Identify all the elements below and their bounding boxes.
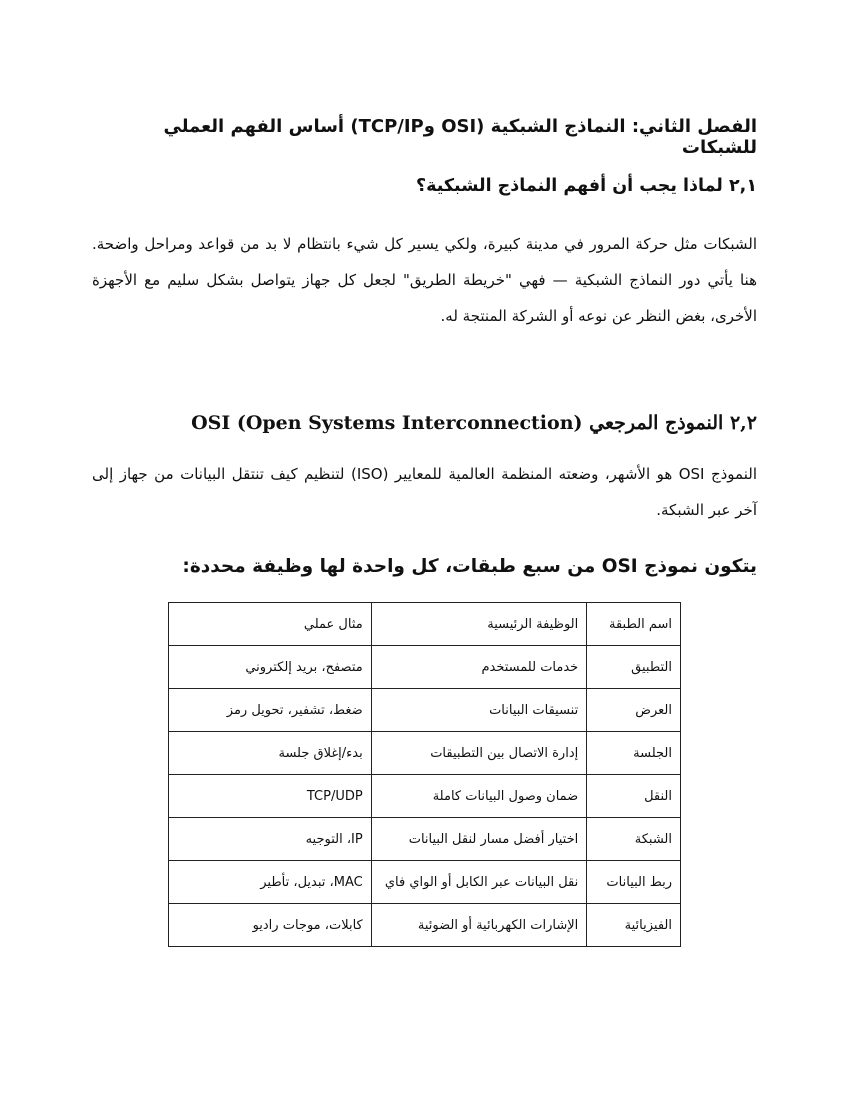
osi-layers-table: [168, 602, 681, 947]
section-paragraph-osi-model: [92, 456, 757, 528]
section-paragraph-why-models: [92, 226, 757, 334]
table-intro-heading: يتكون نموذج OSI من سبع طبقات، كل واحدة لها وظيفة محددة:: [182, 556, 757, 577]
example-cell: ضغط، تشفير، تحويل رمز: [169, 689, 372, 732]
paragraph-text: النموذج OSI هو الأشهر، وضعته المنظمة العالمية للمعايير (ISO) لتنظيم كيف تنتقل البيانات من جهاز إلى آخر عبر الشبكة.: [92, 465, 757, 519]
example-cell: بدء/إغلاق جلسة: [169, 732, 372, 775]
table-row: [169, 689, 681, 732]
example-cell: كابلات، موجات راديو: [169, 904, 372, 947]
table-header-row: [169, 603, 681, 646]
table-row: [169, 732, 681, 775]
header-cell-layer-name: اسم الطبقة: [587, 603, 681, 646]
function-cell: الإشارات الكهربائية أو الضوئية: [371, 904, 587, 947]
layer-name-cell: الشبكة: [587, 818, 681, 861]
table-row: [169, 818, 681, 861]
paragraph-text: الشبكات مثل حركة المرور في مدينة كبيرة، ولكي يسير كل شيء بانتظام لا بد من قواعد ومراحل واضحة. هنا يأتي دور النماذج الشبكية — فهي "خريطة الطريق" لجعل كل جهاز يتواصل بشكل سليم مع الأجهزة الأخرى، بغض النظر عن نوعه أو الشركة المنتجة له.: [92, 235, 757, 325]
function-cell: تنسيقات البيانات: [371, 689, 587, 732]
section-heading-osi-model: ٢,٢ النموذج المرجعي OSI (Open Systems Interconnection): [191, 412, 757, 434]
layer-name-cell: ربط البيانات: [587, 861, 681, 904]
section-heading-why-models: ٢,١ لماذا يجب أن أفهم النماذج الشبكية؟: [415, 176, 757, 196]
example-cell: IP، التوجيه: [169, 818, 372, 861]
example-cell: متصفح، بريد إلكتروني: [169, 646, 372, 689]
table-row: [169, 861, 681, 904]
function-cell: إدارة الاتصال بين التطبيقات: [371, 732, 587, 775]
layer-name-cell: التطبيق: [587, 646, 681, 689]
table-row: [169, 646, 681, 689]
function-cell: نقل البيانات عبر الكابل أو الواي فاي: [371, 861, 587, 904]
layer-name-cell: الفيزيائية: [587, 904, 681, 947]
function-cell: ضمان وصول البيانات كاملة: [371, 775, 587, 818]
layer-name-cell: النقل: [587, 775, 681, 818]
function-cell: خدمات للمستخدم: [371, 646, 587, 689]
layer-name-cell: العرض: [587, 689, 681, 732]
example-cell: MAC، تبديل، تأطير: [169, 861, 372, 904]
header-cell-main-function: الوظيفة الرئيسية: [371, 603, 587, 646]
layer-name-cell: الجلسة: [587, 732, 681, 775]
table-row: [169, 904, 681, 947]
table-row: [169, 775, 681, 818]
header-cell-practical-example: مثال عملي: [169, 603, 372, 646]
example-cell: TCP/UDP: [169, 775, 372, 818]
chapter-title: الفصل الثاني: النماذج الشبكية (OSI وTCP/IP) أساس الفهم العملي للشبكات: [163, 116, 757, 158]
function-cell: اختيار أفضل مسار لنقل البيانات: [371, 818, 587, 861]
